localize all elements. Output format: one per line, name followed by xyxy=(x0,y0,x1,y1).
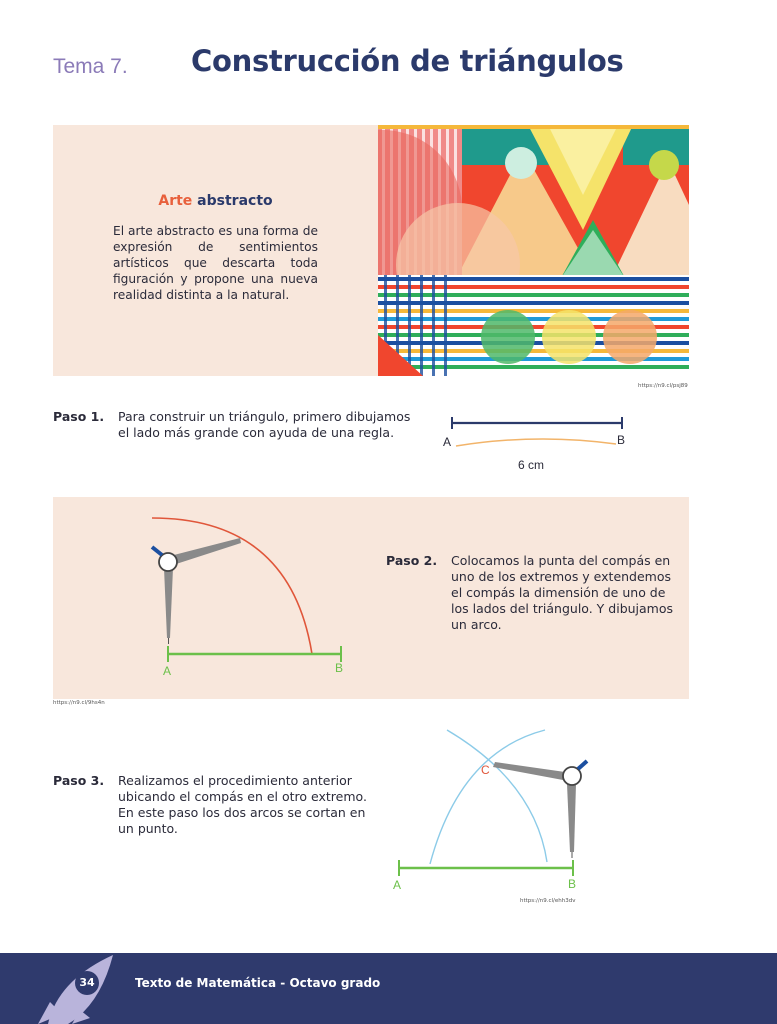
step1-text: Para construir un triángulo, primero dibujamos el lado más grande con ayuda de una regla. xyxy=(118,409,411,440)
step3-text: Realizamos el procedimiento anterior ubicando el compás en el otro extremo. En este paso los dos arcos se cortan en un punto. xyxy=(118,773,367,836)
step3-point-b: B xyxy=(568,877,577,891)
compass-icon xyxy=(152,538,241,644)
intro-text: El arte abstracto es una forma de expresión de sentimientos artísticos que descarta toda figuración y propone una nueva realidad distinta a la natural. xyxy=(113,224,318,302)
step3-arc-right xyxy=(447,730,547,862)
step3-point-a: A xyxy=(393,878,402,892)
step3-label: Paso 3. xyxy=(53,773,105,788)
step2-point-a: A xyxy=(163,664,172,678)
step3-image-source: https://n9.cl/ehh3dv xyxy=(520,898,576,904)
compass-icon xyxy=(493,761,587,858)
step2-arc xyxy=(152,518,312,654)
footer-text: Texto de Matemática - Octavo grado xyxy=(135,976,381,990)
step1-label: Paso 1. xyxy=(53,409,105,424)
step3-compass-diagram xyxy=(385,722,600,892)
step2-point-b: B xyxy=(335,661,344,675)
step2-label: Paso 2. xyxy=(386,553,438,568)
step2-image-source: https://n9.cl/9hs4n xyxy=(53,700,105,706)
step2-text: Colocamos la punta del compás en uno de los extremos y extendemos el compás la dimensión de uno de los lados del triángulo. Y dibujamos un arco. xyxy=(451,553,674,632)
topic-number: Tema 7. xyxy=(53,55,128,78)
abstract-art-image xyxy=(378,125,689,376)
step1-point-a: A xyxy=(443,435,452,449)
intro-image-source: https://n9.cl/psj89 xyxy=(638,383,688,389)
intro-title-part2: abstracto xyxy=(197,193,273,209)
step3-point-c: C xyxy=(481,763,490,777)
page-number: 34 xyxy=(75,971,99,995)
page-title: Construcción de triángulos xyxy=(191,44,624,78)
measure-bracket xyxy=(456,439,616,446)
intro-title xyxy=(53,193,378,209)
step2-compass-diagram xyxy=(140,510,360,670)
step3-arc-left xyxy=(430,730,545,864)
step1-point-b: B xyxy=(617,433,626,447)
intro-title-part1: Arte xyxy=(158,193,193,209)
step1-measure: 6 cm xyxy=(518,458,545,472)
